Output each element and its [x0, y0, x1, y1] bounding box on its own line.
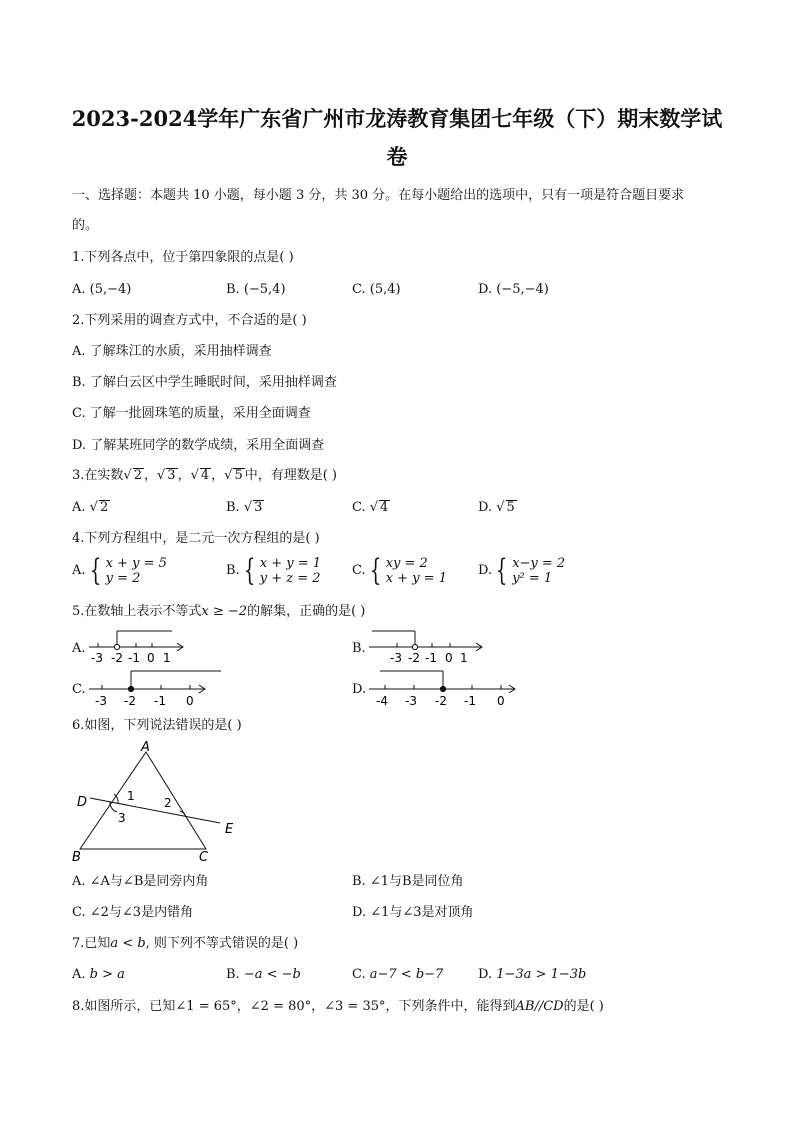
q8-stem-mid: ，下列条件中，能得到: [385, 999, 516, 1014]
label-a: A: [141, 740, 150, 755]
q1-option-b: B. (−5,4): [226, 282, 286, 297]
q3-option-d-radicand: 5: [506, 500, 515, 515]
q3-option-d-letter: D.: [478, 500, 493, 515]
tick-label: -3: [405, 694, 417, 708]
q3-option-d: D. √ 5: [478, 500, 515, 515]
q4-c-eq1: xy = 2: [385, 556, 428, 571]
tick-label: -4: [376, 694, 388, 708]
q5-inequality: x ≥ −2: [201, 604, 248, 619]
q5-stem-prefix: 5.在数轴上表示不等式: [72, 604, 202, 619]
q4-option-d-letter: D.: [478, 563, 493, 578]
q4-stem: 4.下列方程组中，是二元一次方程组的是( ): [72, 531, 320, 546]
q3-option-c-radicand: 4: [380, 500, 389, 515]
q6-option-b: B. ∠1与B是同位角: [352, 874, 464, 889]
q4-option-c-letter: C.: [352, 563, 366, 578]
q4-option-d: D. { x−y = 2 y² = 1: [478, 553, 566, 588]
q7-stem: [72, 935, 298, 953]
q4-option-b-letter: B.: [226, 563, 240, 578]
q7-option-d-expr: 1−3a > 1−3b: [496, 967, 587, 982]
q5-option-a-letter: A.: [72, 641, 86, 656]
q5-stem-suffix: 的解集，正确的是( ): [247, 604, 366, 619]
q4-a-eq1: x + y = 5: [105, 556, 167, 571]
q7-option-c: [352, 966, 443, 984]
tick-label: 1: [460, 651, 468, 665]
q1-stem: 1.下列各点中，位于第四象限的点是( ): [72, 250, 294, 265]
tick-label: 0: [445, 651, 453, 665]
q2-option-c: C. 了解一批圆珠笔的质量，采用全面调查: [72, 406, 311, 421]
q7-option-b-letter: B.: [226, 967, 240, 982]
q7-option-c-expr: a−7 < b−7: [369, 967, 444, 982]
q1-option-c: C. (5,4): [352, 282, 401, 297]
q8-stem-suffix: 的是( ): [563, 999, 604, 1014]
label-c: C: [199, 850, 209, 864]
q7-given: a < b: [110, 936, 146, 951]
q3-radicand-3: 3: [167, 468, 176, 483]
q2-option-a: A. 了解珠江的水质，采用抽样调查: [72, 344, 272, 359]
q2-option-d: D. 了解某班同学的数学成绩，采用全面调查: [72, 438, 325, 453]
q7-option-a-expr: b > a: [89, 967, 125, 982]
q5-option-b-letter: B.: [352, 641, 366, 656]
exam-title-line2: 卷: [386, 144, 408, 169]
q7-option-a: [72, 966, 125, 984]
q7-option-b-expr: −a < −b: [243, 967, 301, 982]
q7-option-c-letter: C.: [352, 967, 366, 982]
q6-option-a: A. ∠A与∠B是同旁内角: [72, 874, 209, 889]
q5-option-d-numberline: [366, 668, 522, 708]
q1-option-d: D. (−5,−4): [478, 282, 549, 297]
q4-d-eq2: y² = 1: [512, 571, 553, 586]
q3-stem: 3.在实数√ 2 ，√ 3 ，√ 4 ，√ 5 中，有理数是( ): [72, 468, 337, 483]
open-dot: [114, 644, 119, 649]
q8-stem-prefix: 8.如图所示，已知: [72, 999, 176, 1014]
q3-radicand-4: 4: [200, 468, 210, 483]
tick-label: -2: [124, 694, 136, 708]
label-angle-1: 1: [127, 789, 135, 803]
tick-label: -2: [111, 651, 123, 665]
open-dot: [412, 644, 417, 649]
q3-option-a-radicand: 2: [99, 500, 109, 515]
q6-option-c: C. ∠2与∠3是内错角: [72, 905, 194, 920]
q3-option-b-letter: B.: [226, 500, 240, 515]
label-d: D: [77, 795, 88, 810]
q6-triangle-figure: [70, 738, 240, 864]
tick-label: -2: [435, 694, 447, 708]
q8-angles: ∠1 = 65°，∠2 = 80°，∠3 = 35°: [175, 999, 386, 1014]
section-instructions-cont: 的。: [72, 218, 99, 233]
q8-stem: [72, 998, 604, 1016]
q3-option-c-letter: C.: [352, 500, 366, 515]
q4-c-eq2: x + y = 1: [385, 571, 447, 586]
q3-stem-prefix: 3.在实数: [72, 468, 124, 483]
q3-radicand-5: 5: [234, 468, 243, 483]
q2-option-b: B. 了解白云区中学生睡眠时间，采用抽样调查: [72, 375, 337, 390]
q4-option-b: B. { x + y = 1 y + z = 2: [226, 553, 322, 588]
tick-label: 0: [147, 651, 155, 665]
q3-stem-suffix: 中，有理数是( ): [244, 468, 337, 483]
tick-label: -1: [425, 651, 437, 665]
tick-label: 0: [186, 694, 194, 708]
q3-option-c: C. √ 4: [352, 500, 389, 515]
q4-option-a: A. { x + y = 5 y = 2: [72, 553, 167, 588]
q6-stem: 6.如图，下列说法错误的是( ): [72, 718, 242, 733]
q1-option-a: A. (5,−4): [72, 282, 132, 297]
q7-stem-prefix: 7.已知: [72, 936, 111, 951]
q5-option-a-numberline: [86, 628, 192, 668]
q5-option-c-numberline: [86, 668, 226, 708]
q4-b-eq2: y + z = 2: [259, 571, 321, 586]
q7-option-b: [226, 966, 301, 984]
q4-option-c: C. { xy = 2 x + y = 1: [352, 553, 447, 588]
q5-stem: [72, 603, 365, 621]
line-de: [90, 798, 220, 823]
q4-b-eq1: x + y = 1: [259, 556, 322, 571]
q4-option-a-letter: A.: [72, 563, 86, 578]
q7-option-d: [478, 966, 586, 984]
closed-dot: [440, 686, 445, 691]
tick-label: -1: [128, 651, 140, 665]
tick-label: -1: [464, 694, 476, 708]
q6-option-d: D. ∠1与∠3是对顶角: [352, 905, 474, 920]
closed-dot: [128, 686, 133, 691]
tick-label: -1: [154, 694, 166, 708]
q5-option-c-letter: C.: [72, 682, 86, 697]
section-instructions: 一、选择题：本题共 10 小题，每小题 3 分，共 30 分。在每小题给出的选项中，只有一项是符合题目要求: [72, 188, 685, 203]
q7-option-d-letter: D.: [478, 967, 493, 982]
triangle-abc: [80, 752, 206, 849]
q7-stem-suffix: , 则下列不等式错误的是( ): [145, 936, 299, 951]
tick-label: -2: [408, 651, 420, 665]
tick-label: -3: [390, 651, 402, 665]
tick-label: 1: [163, 651, 171, 665]
q8-target: AB//CD: [515, 999, 564, 1014]
q3-option-a: A. √ 2: [72, 500, 109, 515]
exam-title-line1: 2023-2024学年广东省广州市龙涛教育集团七年级（下）期末数学试: [71, 106, 723, 131]
tick-label: 0: [497, 694, 505, 708]
q3-radicand-2: 2: [133, 468, 142, 483]
label-angle-2: 2: [164, 796, 172, 810]
q7-option-a-letter: A.: [72, 967, 86, 982]
q4-d-eq1: x−y = 2: [512, 556, 566, 571]
q3-option-b: B. √ 3: [226, 500, 263, 515]
q5-option-d-letter: D.: [352, 682, 367, 697]
q3-option-b-radicand: 3: [254, 500, 263, 515]
tick-label: -3: [91, 651, 103, 665]
tick-label: -3: [95, 694, 107, 708]
q5-option-b-numberline: [366, 628, 492, 668]
label-b: B: [72, 850, 81, 864]
q4-a-eq2: y = 2: [105, 571, 141, 586]
label-e: E: [225, 822, 234, 837]
label-angle-3: 3: [118, 811, 126, 825]
q2-stem: 2.下列采用的调查方式中，不合适的是( ): [72, 313, 307, 328]
q3-option-a-letter: A.: [72, 500, 86, 515]
